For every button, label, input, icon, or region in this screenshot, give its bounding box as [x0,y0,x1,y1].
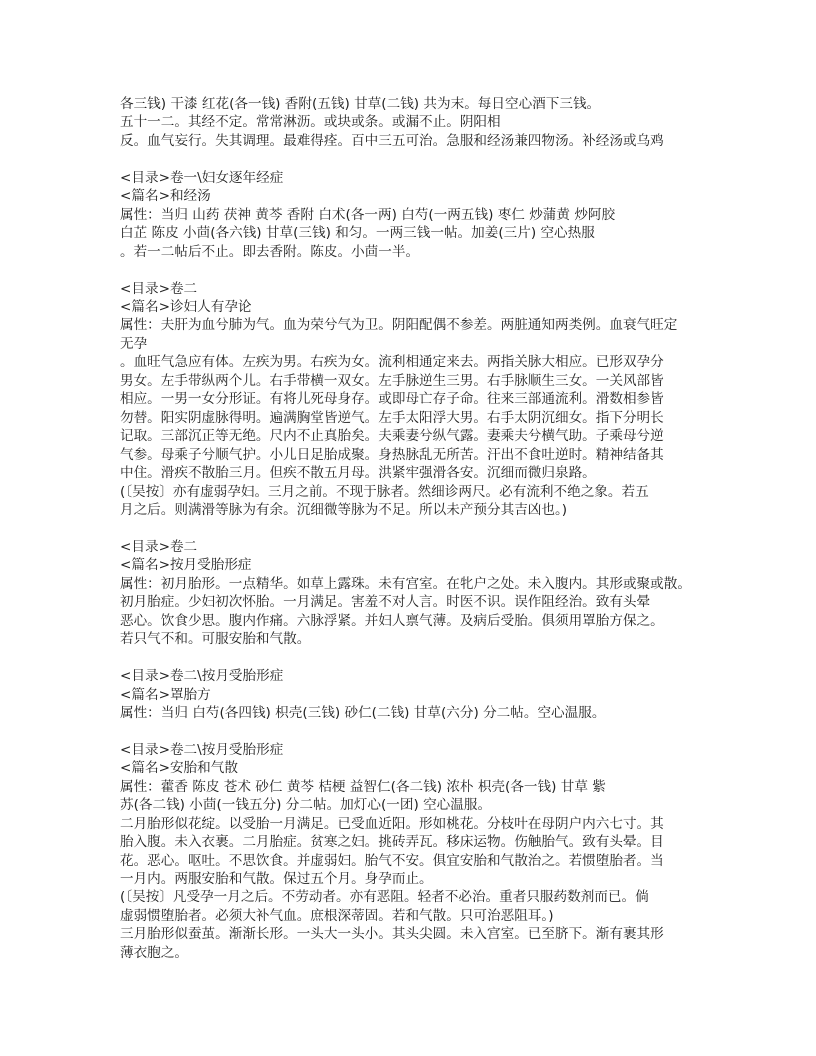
text-line: <篇名>安胎和气散 [120,760,238,777]
text-line: 。血旺气急应有体。左疾为男。右疾为女。流利相通定来去。两指关脉大相应。已形双孕分 [120,354,664,371]
text-line: 月之后。则满滑等脉为有余。沉细微等脉为不足。所以未产预分其吉凶也。) [120,501,568,518]
text-line: 恶心。饮食少思。腹内作痛。六脉浮紧。并妇人禀气薄。及病后受胎。俱须用罩胎方保之。 [120,612,664,629]
text-line: 各三钱) 干漆 红花(各一钱) 香附(五钱) 甘草(二钱) 共为末。每日空心酒下三钱。 [120,96,601,112]
text-line: <篇名>诊妇人有孕论 [120,298,252,315]
text-line: 薄衣胞之。 [120,944,188,961]
text-line: <目录>卷二 [120,280,198,297]
text-line: <篇名>和经汤 [120,188,211,205]
blank-line [120,649,740,667]
text-line: 属性：夫肝为血兮肺为气。血为荣兮气为卫。阴阳配偶不参差。两脏通知两类例。血衰气旺定 [120,317,678,334]
text-line: 一月内。两服安胎和气散。保过五个月。身孕而止。 [120,871,433,888]
text-line: 。若一二帖后不止。即去香附。陈皮。小茴一半。 [120,243,420,260]
text-line: 虚弱惯堕胎者。必须大补气血。庶根深蒂固。若和气散。只可治恶阻耳。) [120,907,554,924]
text-line: (〔吴按〕凡受孕一月之后。不劳动者。亦有恶阻。轻者不必治。重者只服药数剂而已。倘 [120,889,649,906]
text-line: 初月胎症。少妇初次怀胎。一月满足。害羞不对人言。时医不识。误作阻经治。致有头晕 [120,594,651,611]
text-line: 花。恶心。呕吐。不思饮食。并虚弱妇。胎气不安。俱宜安胎和气散治之。若惯堕胎者。当 [120,852,664,869]
text-line: 相应。一男一女分形证。有将儿死母身存。或即母亡存子命。往来三部通流利。滑数相参皆 [120,391,664,408]
text-line: 属性：当归 山药 茯神 黄芩 香附 白术(各一两) 白芍(一两五钱) 枣仁 炒蒲黄 炒阿胶 [120,206,616,223]
blank-line [120,519,740,537]
text-line: 三月胎形似蚕茧。渐渐长形。一头大一头小。其头尖圆。未入宫室。已至脐下。渐有裹其形 [120,926,664,943]
text-line: 男女。左手带纵两个儿。右手带横一双女。左手脉逆生三男。右手脉顺生三女。一关风部皆 [120,372,664,389]
text-line: 记取。三部沉正等无绝。尺内不止真胎矣。夫乘妻兮纵气露。妻乘夫兮横气助。子乘母兮逆 [120,428,664,445]
text-line: 若只气不和。可服安胎和气散。 [120,631,311,648]
text-line: 气参。母乘子兮顺气护。小儿日足胎成聚。身热脉乱无所苦。汗出不食吐逆时。精神结备其 [120,446,664,463]
text-line: 属性：藿香 陈皮 苍术 砂仁 黄芩 桔梗 益智仁(各二钱) 浓朴 枳壳(各一钱) 甘草 紫 [120,778,606,795]
text-line: 五十一二。其经不定。常常淋沥。或块或条。或漏不止。阴阳相 [120,114,501,131]
blank-line [120,261,740,279]
blank-line [120,722,740,740]
text-line: (〔吴按〕亦有虚弱孕妇。三月之前。不现于脉者。然细诊两尺。必有流利不绝之象。若五 [120,483,649,500]
text-line: <目录>卷二\按月受胎形症 [120,668,284,685]
text-line: 反。血气妄行。失其调理。最难得痊。百中三五可治。急服和经汤兼四物汤。补经汤或乌鸡 [120,132,664,149]
text-line: 勿替。阳实阴虚脉得明。遍满胸堂皆逆气。左手太阳浮大男。右手太阴沉细女。指下分明长 [120,409,664,426]
text-line: 二月胎形似花绽。以受胎一月满足。已受血近阳。形如桃花。分枝叶在母阴户内六七寸。其 [120,815,664,832]
text-line: <篇名>按月受胎形症 [120,557,252,574]
document-page [120,95,740,962]
text-line: <目录>卷二 [120,538,198,555]
text-line: 属性：当归 白芍(各四钱) 枳壳(三钱) 砂仁(二钱) 甘草(六分) 分二帖。空心温服。 [120,704,606,721]
text-line: 中住。滑疾不散胎三月。但疾不散五月母。洪紧牢强滑各安。沉细而微归泉路。 [120,465,596,482]
blank-line [120,150,740,168]
text-line: <目录>卷一\妇女逐年经症 [120,169,284,186]
text-line: <目录>卷二\按月受胎形症 [120,741,284,758]
text-line: <篇名>罩胎方 [120,686,211,703]
text-line: 无孕 [120,335,148,352]
text-line: 属性：初月胎形。一点精华。如草上露珠。未有宫室。在牝户之处。未入腹内。其形或聚或散。 [120,575,691,592]
text-line: 苏(各二钱) 小茴(一钱五分) 分二帖。加灯心(一团) 空心温服。 [120,797,492,814]
text-line: 胎入腹。未入衣裹。二月胎症。贫寒之妇。挑砖弄瓦。移床运物。伤触胎气。致有头晕。目 [120,834,664,851]
text-line: 白芷 陈皮 小茴(各六钱) 甘草(三钱) 和匀。一两三钱一帖。加姜(三片) 空心热服 [120,225,595,242]
